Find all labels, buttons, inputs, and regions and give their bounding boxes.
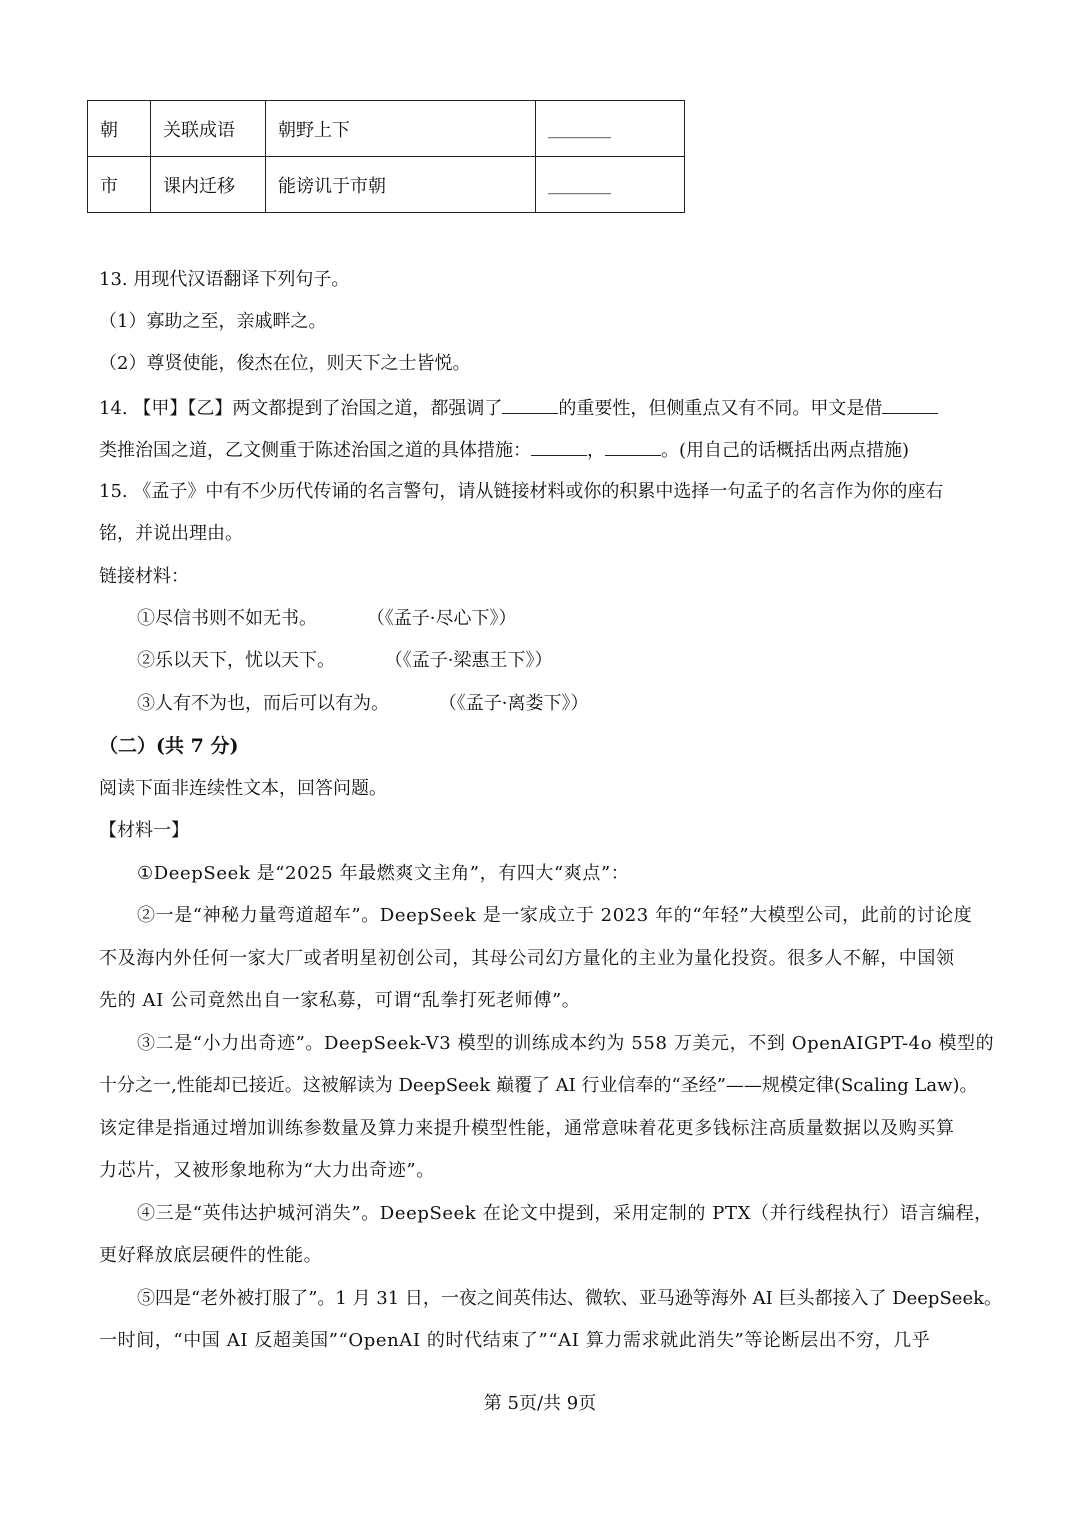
link-material-label: 链接材料：	[99, 566, 189, 587]
q14-text: 类推治国之道，乙文侧重于陈述治国之道的具体措施：	[99, 440, 531, 461]
passage-line: 力芯片，又被形象地称为“大力出奇迹”。	[99, 1160, 435, 1181]
passage-line: ⑤四是“老外被打服了”。1 月 31 日，一夜之间英伟达、微软、亚马逊等海外 AI 巨头都接入了 DeepSeek。	[137, 1288, 1002, 1309]
passage-line: ③二是“小力出奇迹”。DeepSeek-V3 模型的训练成本约为 558 万美元，不到 OpenAIGPT-4o 模型的	[137, 1033, 995, 1054]
page-footer: 第 5页/共 9页	[483, 1393, 597, 1414]
answer-blank	[605, 437, 661, 456]
answer-blank	[502, 395, 558, 414]
passage-line: 十分之一,性能却已接近。这被解读为 DeepSeek 巅覆了 AI 行业信奉的“圣经”——规模定律(Scaling Law)。	[99, 1075, 978, 1096]
table-cell-answer: _______	[536, 101, 685, 157]
q14-text: 。(用自己的话概括出两点措施)	[661, 440, 910, 461]
table-cell-answer: _______	[536, 157, 685, 213]
q14-text: 的重要性，但侧重点又有不同。甲文是借	[558, 398, 883, 419]
quote-item	[137, 607, 516, 631]
question-13-sentence-1: （1）寡助之至，亲戚畔之。	[99, 311, 327, 332]
passage-line: 该定律是指通过增加训练参数量及算力来提升模型性能，通常意味着花更多钱标注高质量数据以及购买算	[99, 1118, 955, 1139]
section-heading: （二）(共 7 分)	[99, 735, 239, 757]
question-15-line-2: 铭，并说出理由。	[99, 523, 243, 544]
table-cell-type: 课内迁移	[151, 157, 266, 213]
quote-text: ②乐以天下，忧以天下。	[137, 650, 335, 671]
question-14-line-2	[99, 437, 909, 463]
vocab-table	[87, 100, 685, 213]
q14-text: 14. 【甲】【乙】两文都提到了治国之道，都强调了	[99, 398, 503, 419]
quote-text: ①尽信书则不如无书。	[137, 608, 317, 629]
quote-item	[137, 692, 588, 716]
quote-item	[137, 649, 552, 673]
passage-line: 更好释放底层硬件的性能。	[99, 1245, 323, 1266]
table-row	[88, 101, 685, 157]
table-cell-example: 朝野上下	[266, 101, 536, 157]
answer-blank	[531, 437, 587, 456]
passage-line: ④三是“英伟达护城河消失”。DeepSeek 在论文中提到，采用定制的 PTX（并行线程执行）语言编程，	[137, 1203, 993, 1224]
quote-source: （《孟子·梁惠王下》）	[384, 650, 553, 671]
table-cell-type: 关联成语	[151, 101, 266, 157]
question-13-sentence-2: （2）尊贤使能，俊杰在位，则天下之士皆悦。	[99, 353, 471, 374]
passage-line: 先的 AI 公司竟然出自一家私募，可谓“乱拳打死老师傅”。	[99, 990, 581, 1011]
q14-text: ，	[587, 440, 605, 461]
material-label: 【材料一】	[99, 820, 189, 841]
quote-source: （《孟子·尽心下》）	[366, 608, 517, 629]
question-15-line-1: 15. 《孟子》中有不少历代传诵的名言警句，请从链接材料或你的积累中选择一句孟子的名言作为你的座右	[99, 481, 944, 502]
question-13-stem: 13. 用现代汉语翻译下列句子。	[99, 269, 350, 290]
passage-line: ①DeepSeek 是“2025 年最燃爽文主角”，有四大“爽点”：	[137, 863, 630, 884]
quote-text: ③人有不为也，而后可以有为。	[137, 693, 389, 714]
table-cell-char: 朝	[88, 101, 151, 157]
passage-line: 不及海内外任何一家大厂或者明星初创公司，其母公司幻方量化的主业为量化投资。很多人不解，中国领	[99, 948, 955, 969]
quote-source: （《孟子·离娄下》）	[438, 693, 589, 714]
table-cell-char: 市	[88, 157, 151, 213]
table-cell-example: 能谤讥于市朝	[266, 157, 536, 213]
passage-line: 一时间，“中国 AI 反超美国”“OpenAI 的时代结束了”“AI 算力需求就此消失”等论断层出不穷，几乎	[99, 1330, 931, 1351]
passage-line: ②一是“神秘力量弯道超车”。DeepSeek 是一家成立于 2023 年的“年轻”大模型公司，此前的讨论度	[137, 905, 973, 926]
section-instruction: 阅读下面非连续性文本，回答问题。	[99, 778, 387, 799]
table-row	[88, 157, 685, 213]
answer-blank	[882, 395, 938, 414]
question-14-line-1	[99, 395, 938, 421]
